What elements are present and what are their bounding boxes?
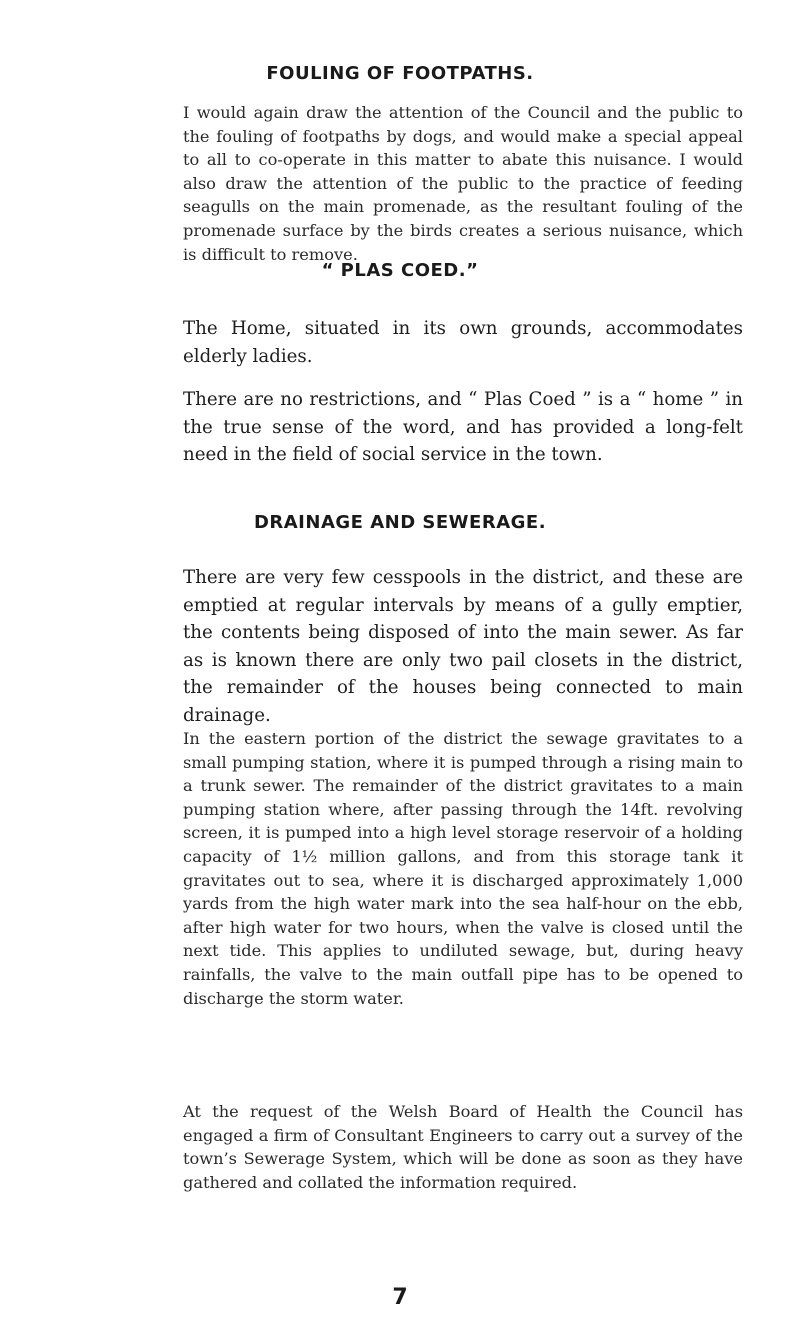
page-number: 7 (392, 1285, 408, 1310)
paragraph-plas-coed-restrictions: There are no restrictions, and “ Plas Coed ” is a “ home ” in the true sense of the word, and has provided a long-felt need in the field of social service in the town. (183, 389, 743, 466)
paragraph-fouling: I would again draw the attention of the Council and the public to the fouling of footpaths by dogs, and would make a special appeal to all to co-operate in this matter to abate this nuisance. I would also draw the attention of the public to the practice of feeding seagulls on the main promenade, as the resultant fouling of the promenade surface by the birds creates a serious nuisance, which is difficult to remove. (183, 103, 743, 264)
paragraph-cesspools: There are very few cesspools in the district, and these are emptied at regular intervals by means of a gully emptier, the contents being disposed of into the main sewer. As far as is known there are only two pail closets in the district, the remainder of the houses being connected to main drainage. (183, 567, 743, 726)
paragraph-consultant-engineers: At the request of the Welsh Board of Health the Council has engaged a firm of Consultant Engineers to carry out a survey of the town’s Sewerage System, which will be done as soon as they have gathered and collated the information required. (183, 1102, 743, 1192)
heading-drainage-and-sewerage: DRAINAGE AND SEWERAGE. (253, 512, 547, 533)
heading-plas-coed: “ PLAS COED.” (321, 260, 479, 281)
heading-fouling-of-footpaths: FOULING OF FOOTPATHS. (266, 63, 534, 84)
paragraph-sewage-pumping: In the eastern portion of the district the sewage gravitates to a small pumping station, where it is pumped through a rising main to a trunk sewer. The remainder of the district gravitates to a main pumping station where, after passing through the 14ft. revolving screen, it is pumped into a high level storage reservoir of a holding capacity of 1½ million gallons, and from this storage tank it gravitates out to sea, where it is discharged approximately 1,000 yards from the high water mark into the sea half-hour on the ebb, after high water for two hours, when the valve is closed until the next tide. This applies to undiluted sewage, but, during heavy rainfalls, the valve to the main outfall pipe has to be opened to discharge the storm water. (183, 729, 743, 1008)
paragraph-plas-coed-home: The Home, situated in its own grounds, accommodates elderly ladies. (183, 318, 743, 367)
